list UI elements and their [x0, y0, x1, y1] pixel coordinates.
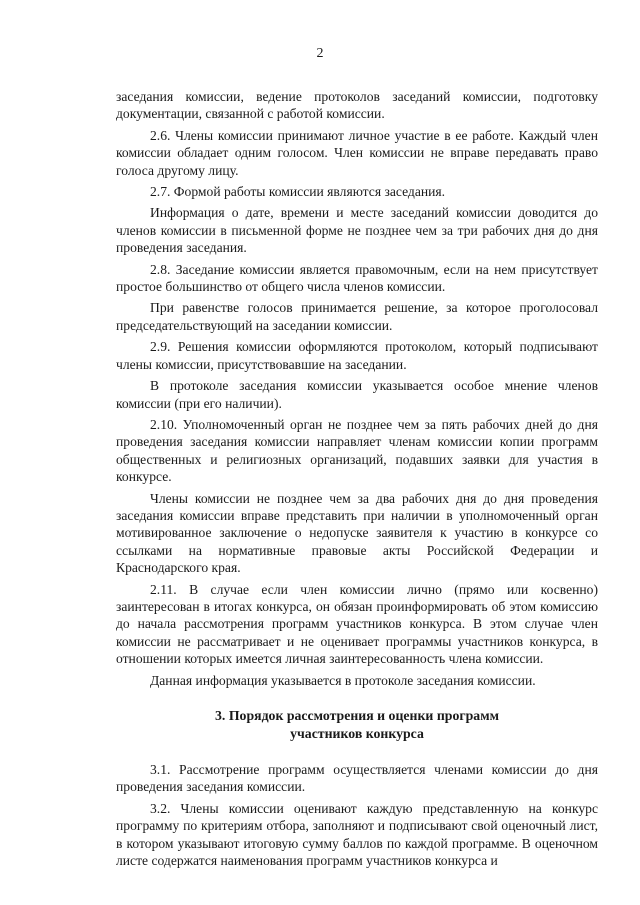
paragraph: 2.7. Формой работы комиссии являются заседания.	[150, 184, 446, 200]
paragraph: заседания комиссии, ведение протоколов заседаний комиссии, подготовку документации, связанной с работой комиссии.	[116, 89, 598, 122]
paragraph: При равенстве голосов принимается решение, за которое проголосовал председательствующий на заседании комиссии.	[116, 300, 598, 333]
section-3-heading	[116, 707, 598, 743]
page-number: 2	[316, 46, 324, 61]
paragraph: Данная информация указывается в протоколе заседания комиссии.	[150, 672, 536, 688]
section-3-paragraphs	[116, 761, 598, 869]
paragraph: Члены комиссии не позднее чем за два рабочих дня до дня проведения заседания комиссии вправе представить при наличии в уполномоченный орган мотивированное заключение о недопуске заявителя к участию в конкурсе со ссылками на нормативные правовые акты Российской Федерации и Краснодарского края.	[116, 490, 598, 576]
paragraph: Информация о дате, времени и месте заседаний комиссии доводится до членов комиссии в письменной форме не позднее чем за три рабочих дня до дня проведения заседания.	[116, 205, 598, 256]
section-2-paragraphs	[116, 88, 598, 689]
paragraph: 2.9. Решения комиссии оформляются протоколом, который подписывают члены комиссии, присутствовавшие на заседании.	[116, 339, 598, 372]
paragraph: 2.6. Члены комиссии принимают личное участие в ее работе. Каждый член комиссии обладает одним голосом. Член комиссии не вправе передавать право голоса другому лицу.	[116, 127, 598, 178]
section-3-heading-line-1: 3. Порядок рассмотрения и оценки программ	[215, 708, 499, 723]
paragraph: 2.8. Заседание комиссии является правомочным, если на нем присутствует простое большинство от общего числа членов комиссии.	[116, 261, 598, 295]
paragraph: 3.1. Рассмотрение программ осуществляется членами комиссии до дня проведения заседания комиссии.	[116, 762, 598, 795]
paragraph: 2.11. В случае если член комиссии лично (прямо или косвенно) заинтересован в итогах конкурса, он обязан проинформировать об этом комиссию до начала рассмотрения программ участников конкурса. В этом случае член комиссии не рассматривает и не оценивает программы участников конкурса, в отношении которых имеется личная заинтересованность члена комиссии.	[116, 581, 598, 667]
paragraph: 2.10. Уполномоченный орган не позднее чем за пять рабочих дней до дня проведения заседания комиссии направляет членам комиссии копии программ общественных и религиозных организаций, подавших заявки для участия в конкурсе.	[116, 416, 598, 485]
section-3-heading-line-2: участников конкурса	[290, 726, 424, 741]
paragraph: В протоколе заседания комиссии указывается особое мнение членов комиссии (при его наличии).	[116, 378, 598, 411]
document-body	[116, 88, 598, 873]
paragraph: 3.2. Члены комиссии оценивают каждую представленную на конкурс программу по критериям отбора, заполняют и подписывают свой оценочный лист, в котором указывают итоговую сумму баллов по каждой программе. В оценочном листе содержатся наименования программ участников конкурса и	[116, 800, 598, 869]
